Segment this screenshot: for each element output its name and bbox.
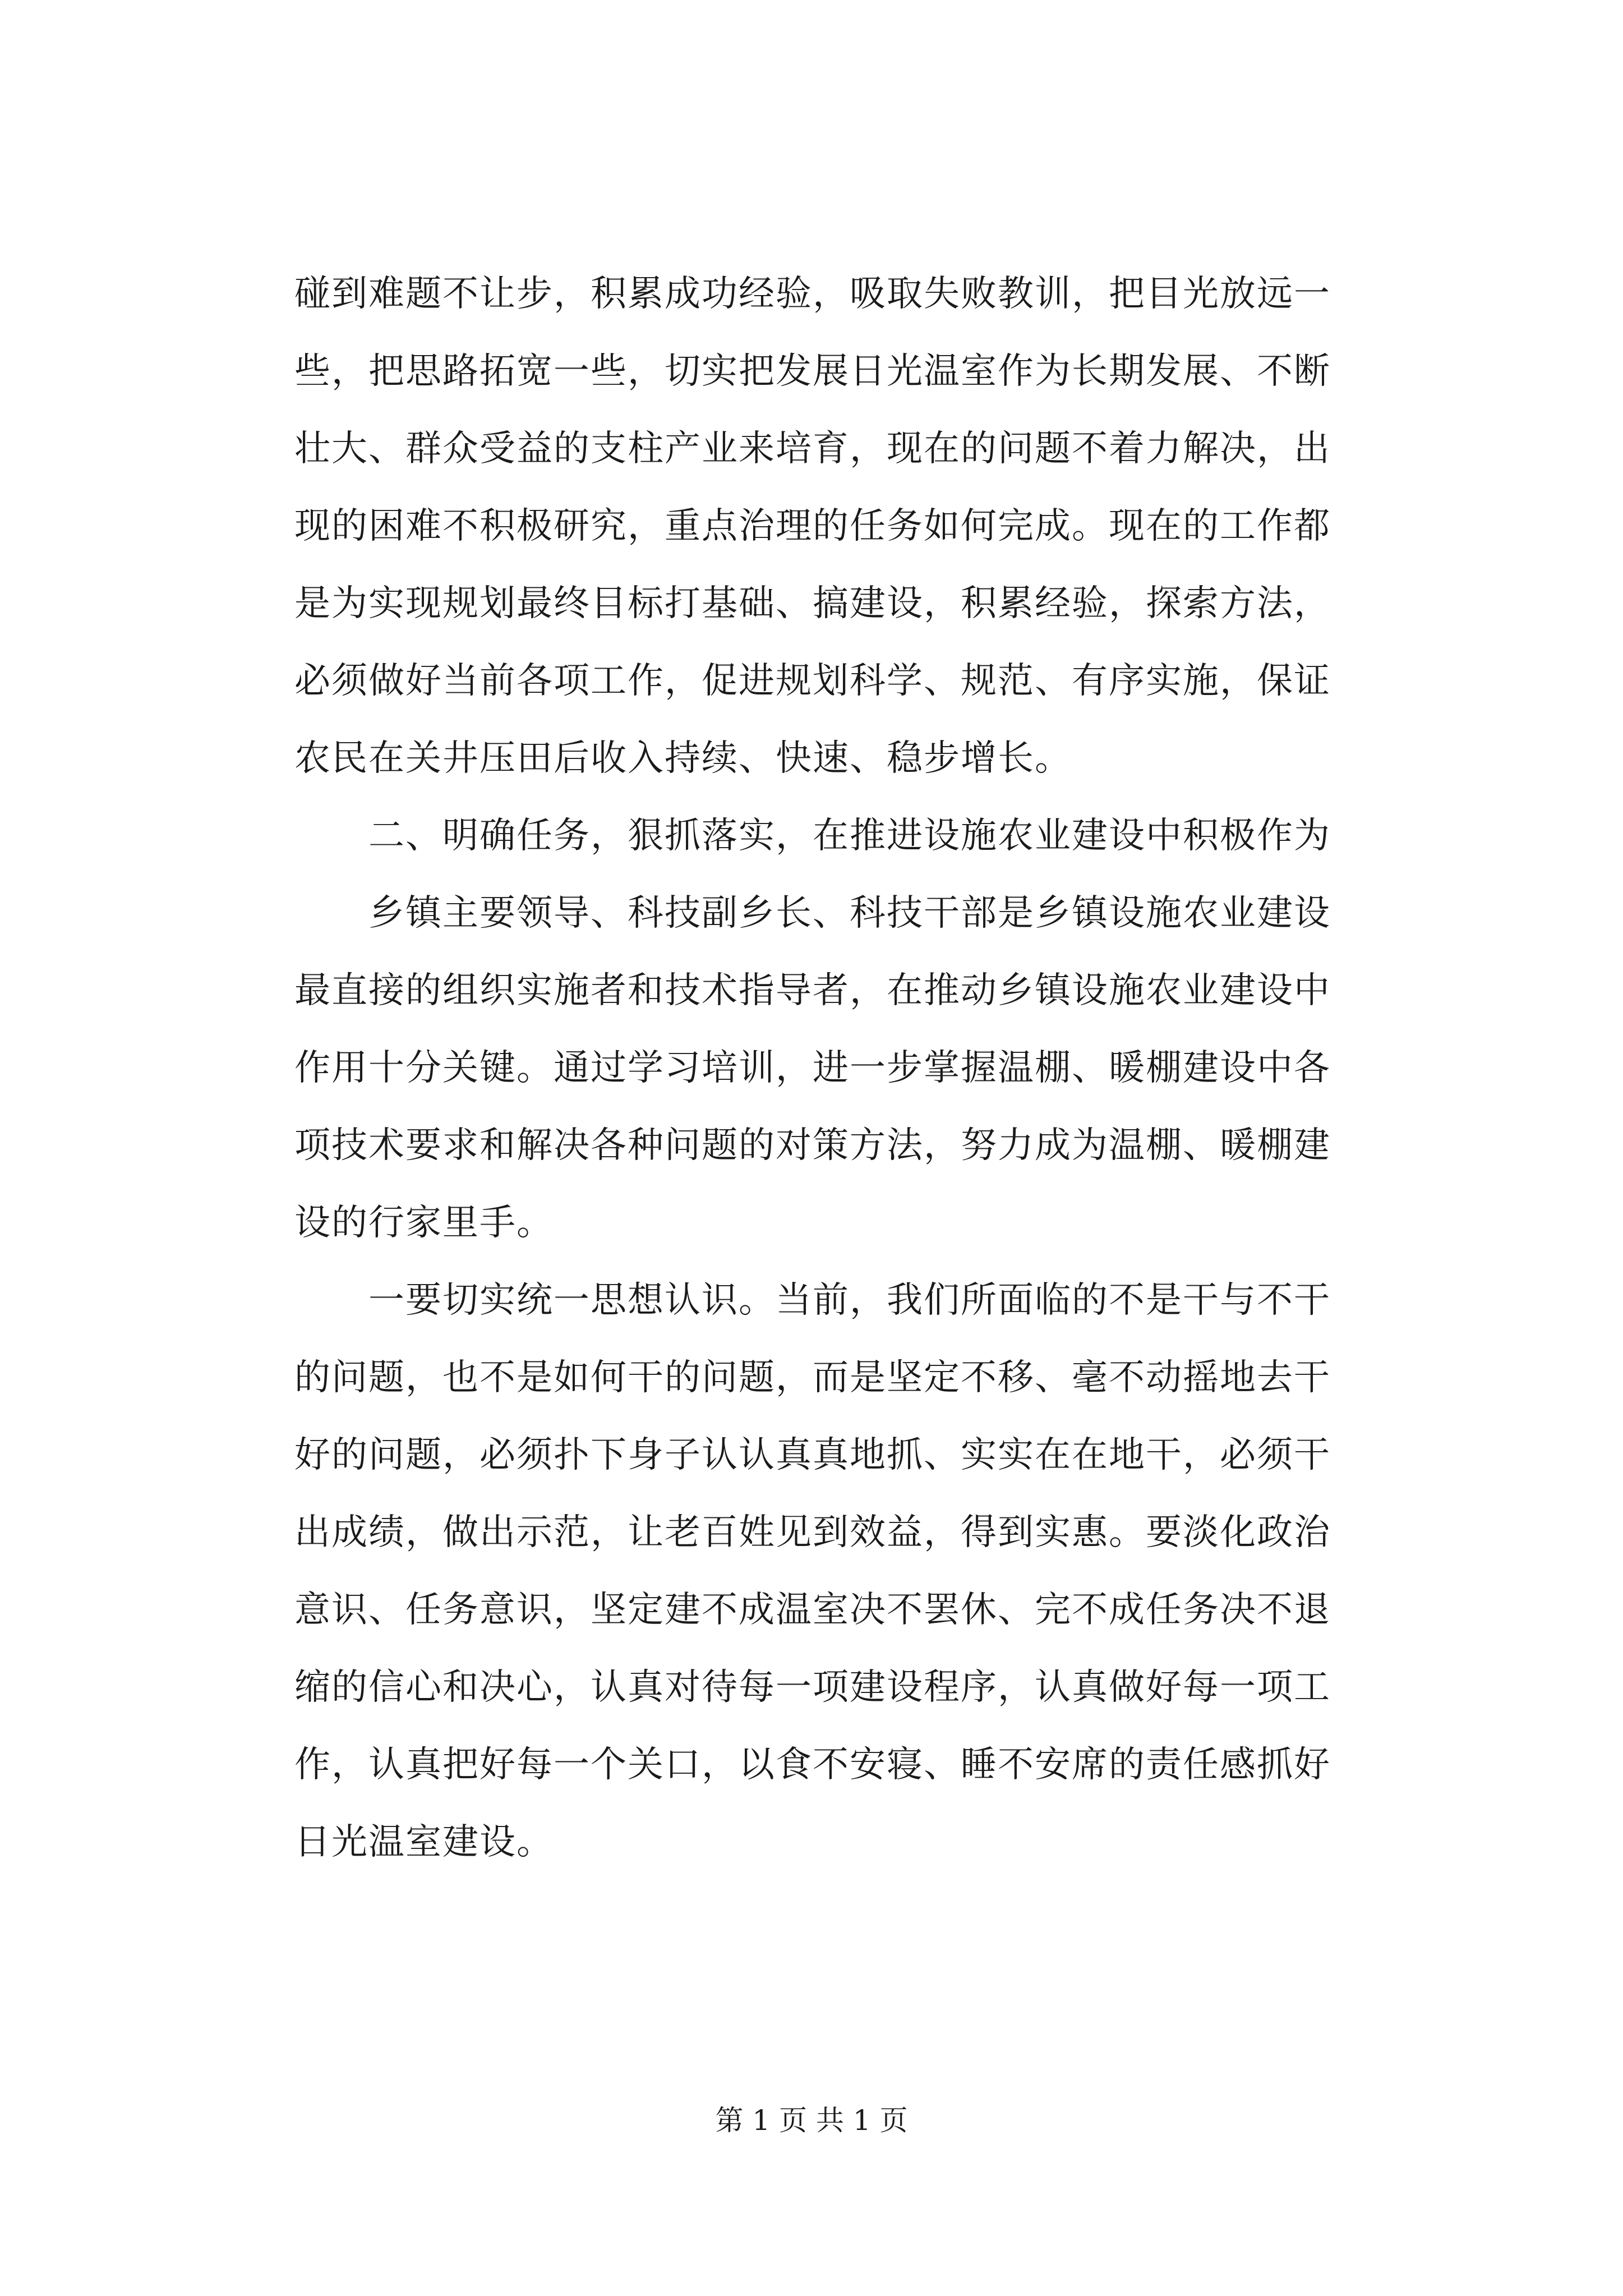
text-line: 最直接的组织实施者和技术指导者，在推动乡镇设施农业建设中 [294,970,1331,1011]
text-line: 好的问题，必须扑下身子认认真真地抓、实实在在地干，必须干 [294,1434,1331,1476]
text-line: 的问题，也不是如何干的问题，而是坚定不移、毫不动摇地去干 [294,1357,1331,1398]
text-line: 二、明确任务，狠抓落实，在推进设施农业建设中积极作为 [368,815,1331,857]
text-line: 农民在关井压田后收入持续、快速、稳步增长。 [294,738,1072,779]
text-line: 壮大、群众受益的支柱产业来培育，现在的问题不着力解决，出 [294,428,1331,470]
text-line: 设的行家里手。 [294,1202,554,1244]
text-line: 出成绩，做出示范，让老百姓见到效益，得到实惠。要淡化政治 [294,1512,1331,1553]
page-footer: 第 1 页 共 1 页 [715,2104,908,2137]
text-line: 意识、任务意识，坚定建不成温室决不罢休、完不成任务决不退 [294,1589,1331,1631]
text-line: 些，把思路拓宽一些，切实把发展日光温室作为长期发展、不断 [294,351,1331,392]
text-line: 作用十分关键。通过学习培训，进一步掌握温棚、暖棚建设中各 [294,1047,1331,1089]
text-line: 一要切实统一思想认识。当前，我们所面临的不是干与不干 [368,1280,1331,1321]
text-line: 必须做好当前各项工作，促进规划科学、规范、有序实施，保证 [294,660,1331,702]
text-line: 是为实现规划最终目标打基础、搞建设，积累经验，探索方法， [294,583,1331,624]
text-line: 缩的信心和决心，认真对待每一项建设程序，认真做好每一项工 [294,1667,1331,1708]
text-line: 碰到难题不让步，积累成功经验，吸取失败教训，把目光放远一 [294,273,1331,315]
text-line: 日光温室建设。 [294,1821,554,1863]
document-body [294,255,1349,1881]
text-line: 作，认真把好每一个关口，以食不安寝、睡不安席的责任感抓好 [294,1744,1331,1786]
text-line: 现的困难不积极研究，重点治理的任务如何完成。现在的工作都 [294,505,1331,547]
text-line: 乡镇主要领导、科技副乡长、科技干部是乡镇设施农业建设 [368,892,1331,934]
text-line: 项技术要求和解决各种问题的对策方法，努力成为温棚、暖棚建 [294,1125,1331,1166]
